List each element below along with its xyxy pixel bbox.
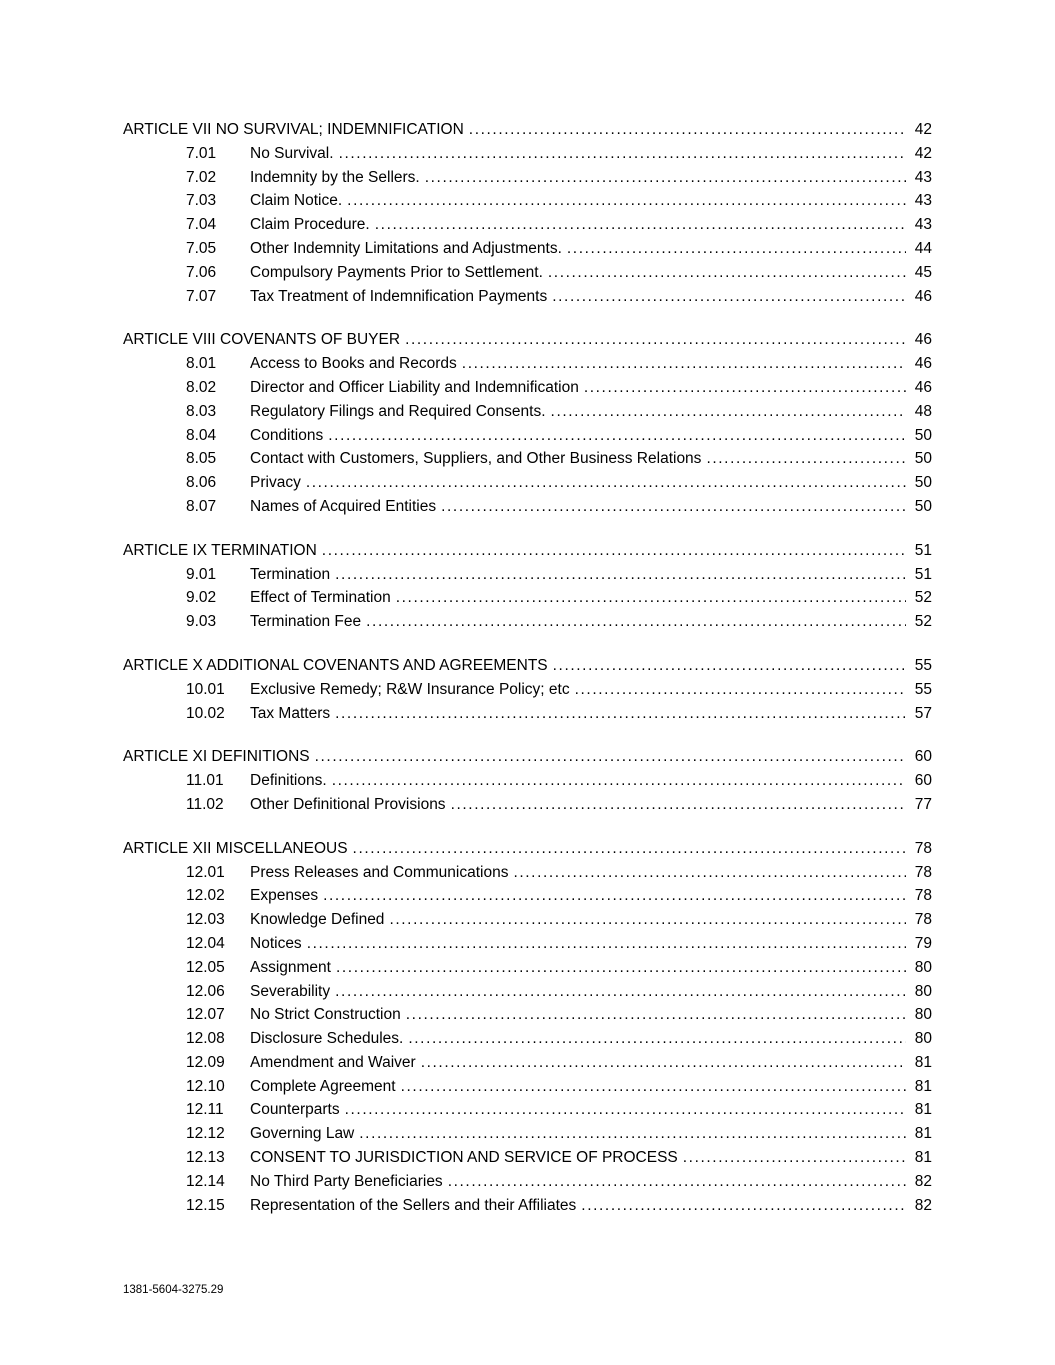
- page-number: 60: [914, 772, 932, 790]
- section-title: Other Definitional Provisions: [250, 795, 446, 813]
- toc-article-row: [123, 745, 932, 769]
- section-number: 12.02: [186, 887, 225, 905]
- section-number: 12.11: [186, 1101, 224, 1119]
- page-number: 51: [914, 565, 932, 583]
- page-number: 48: [914, 402, 932, 420]
- dot-leader: [551, 400, 906, 424]
- page-number: 42: [914, 144, 932, 162]
- section-number: 9.03: [186, 613, 217, 631]
- toc-section-row: [123, 400, 932, 424]
- toc-section-row: [123, 261, 932, 285]
- section-number: 8.05: [186, 450, 217, 468]
- page-number: 50: [914, 426, 932, 444]
- page-number: 81: [914, 1077, 932, 1095]
- section-title: Press Releases and Communications: [250, 863, 509, 881]
- dot-leader: [353, 837, 906, 861]
- toc-section-row: [123, 189, 932, 213]
- section-number: 12.03: [186, 911, 225, 929]
- toc-section-row: [123, 1075, 932, 1099]
- toc-section-row: [123, 793, 932, 817]
- section-number: 7.02: [186, 168, 217, 186]
- section-title: Definitions.: [250, 772, 327, 790]
- page-number: 51: [914, 541, 932, 559]
- dot-leader: [401, 1075, 906, 1099]
- table-of-contents: [123, 118, 932, 1217]
- dot-leader: [469, 118, 906, 142]
- page-number: 50: [914, 474, 932, 492]
- toc-section-row: [123, 1122, 932, 1146]
- dot-leader: [408, 1027, 906, 1051]
- page-number: 46: [914, 355, 932, 373]
- section-title: Notices: [250, 934, 302, 952]
- dot-leader: [323, 884, 906, 908]
- dot-leader: [335, 702, 906, 726]
- footer-doc-number: 1381-5604-3275.29: [123, 1284, 224, 1296]
- toc-section-row: [123, 702, 932, 726]
- section-title: Tax Matters: [250, 704, 331, 722]
- section-title: Other Indemnity Limitations and Adjustments.: [250, 239, 562, 257]
- dot-leader: [405, 328, 906, 352]
- toc-section-row: [123, 237, 932, 261]
- page-number: 82: [914, 1172, 932, 1190]
- section-title: Tax Treatment of Indemnification Payments: [250, 287, 548, 305]
- section-title: Assignment: [250, 958, 331, 976]
- section-number: 12.09: [186, 1053, 225, 1071]
- section-number: 12.12: [186, 1125, 225, 1143]
- section-title: Expenses: [250, 887, 319, 905]
- section-title: Counterparts: [250, 1101, 340, 1119]
- page-number: 81: [914, 1053, 932, 1071]
- section-title: Contact with Customers, Suppliers, and Other Business Relations: [250, 450, 702, 468]
- section-number: 12.05: [186, 958, 225, 976]
- section-number: 12.07: [186, 1006, 225, 1024]
- page-number: 43: [914, 168, 932, 186]
- section-number: 7.01: [186, 144, 217, 162]
- section-number: 12.14: [186, 1172, 225, 1190]
- page-number: 78: [914, 863, 932, 881]
- section-title: Claim Procedure.: [250, 216, 370, 234]
- section-title: No Third Party Beneficiaries: [250, 1172, 443, 1190]
- dot-leader: [389, 908, 906, 932]
- section-number: 8.06: [186, 474, 217, 492]
- section-title: Compulsory Payments Prior to Settlement.: [250, 263, 543, 281]
- section-number: 12.08: [186, 1030, 225, 1048]
- dot-leader: [359, 1122, 906, 1146]
- dot-leader: [441, 495, 906, 519]
- page-number: 45: [914, 263, 932, 281]
- section-title: CONSENT TO JURISDICTION AND SERVICE OF PROCESS: [250, 1149, 678, 1167]
- dot-leader: [421, 1051, 906, 1075]
- page-number: 46: [914, 287, 932, 305]
- dot-leader: [335, 563, 906, 587]
- toc-section-row: [123, 1098, 932, 1122]
- section-title: Regulatory Filings and Required Consents.: [250, 402, 546, 420]
- toc-section-row: [123, 471, 932, 495]
- toc-article-row: [123, 118, 932, 142]
- dot-leader: [345, 1098, 906, 1122]
- page-number: 81: [914, 1125, 932, 1143]
- toc-section-row: [123, 678, 932, 702]
- dot-leader: [581, 1194, 906, 1218]
- toc-section-row: [123, 1051, 932, 1075]
- article-title: ARTICLE XII MISCELLANEOUS: [123, 839, 348, 857]
- section-number: 7.05: [186, 239, 217, 257]
- section-number: 7.04: [186, 216, 217, 234]
- dot-leader: [706, 447, 906, 471]
- toc-article-row: [123, 654, 932, 678]
- section-number: 8.04: [186, 426, 217, 444]
- dot-leader: [335, 980, 906, 1004]
- toc-section-row: [123, 980, 932, 1004]
- section-title: Termination Fee: [250, 613, 362, 631]
- toc-section-row: [123, 142, 932, 166]
- dot-leader: [425, 166, 906, 190]
- dot-leader: [315, 745, 906, 769]
- dot-leader: [451, 793, 906, 817]
- section-title: Director and Officer Liability and Indemnification: [250, 378, 579, 396]
- section-number: 12.01: [186, 863, 225, 881]
- section-title: Knowledge Defined: [250, 911, 385, 929]
- section-number: 9.01: [186, 565, 217, 583]
- page-number: 44: [914, 239, 932, 257]
- section-number: 12.13: [186, 1149, 225, 1167]
- page-number: 46: [914, 331, 932, 349]
- section-title: Claim Notice.: [250, 192, 343, 210]
- section-title: Conditions: [250, 426, 324, 444]
- page-number: 80: [914, 958, 932, 976]
- dot-leader: [328, 424, 906, 448]
- dot-leader: [336, 956, 906, 980]
- section-number: 12.06: [186, 982, 225, 1000]
- section-title: Indemnity by the Sellers.: [250, 168, 420, 186]
- section-title: Amendment and Waiver: [250, 1053, 416, 1071]
- article-title: ARTICLE IX TERMINATION: [123, 541, 317, 559]
- section-number: 7.06: [186, 263, 217, 281]
- toc-section-row: [123, 213, 932, 237]
- section-title: Representation of the Sellers and their Affiliates: [250, 1196, 577, 1214]
- dot-leader: [683, 1146, 906, 1170]
- article-title: ARTICLE VIII COVENANTS OF BUYER: [123, 331, 401, 349]
- section-title: Complete Agreement: [250, 1077, 396, 1095]
- toc-section-row: [123, 1146, 932, 1170]
- page-number: 81: [914, 1149, 932, 1167]
- page-number: 80: [914, 1030, 932, 1048]
- page-number: 80: [914, 982, 932, 1000]
- toc-section-row: [123, 1003, 932, 1027]
- dot-leader: [366, 610, 906, 634]
- toc-section-row: [123, 908, 932, 932]
- section-number: 12.04: [186, 934, 225, 952]
- section-number: 8.03: [186, 402, 217, 420]
- section-title: Effect of Termination: [250, 589, 391, 607]
- toc-section-row: [123, 769, 932, 793]
- dot-leader: [513, 861, 906, 885]
- section-number: 11.02: [186, 795, 224, 813]
- toc-section-row: [123, 884, 932, 908]
- article-title: ARTICLE X ADDITIONAL COVENANTS AND AGREEMENTS: [123, 656, 548, 674]
- page-number: 55: [914, 656, 932, 674]
- section-title: Termination: [250, 565, 331, 583]
- section-number: 10.01: [186, 680, 225, 698]
- page-number: 52: [914, 613, 932, 631]
- toc-section-row: [123, 1170, 932, 1194]
- page-number: 43: [914, 192, 932, 210]
- section-number: 12.10: [186, 1077, 225, 1095]
- page-number: 55: [914, 680, 932, 698]
- section-title: No Survival.: [250, 144, 334, 162]
- page-number: 78: [914, 839, 932, 857]
- page-number: 79: [914, 934, 932, 952]
- toc-section-row: [123, 610, 932, 634]
- section-title: Exclusive Remedy; R&W Insurance Policy; etc: [250, 680, 570, 698]
- dot-leader: [375, 213, 906, 237]
- toc-section-row: [123, 424, 932, 448]
- section-number: 10.02: [186, 704, 225, 722]
- toc-section-row: [123, 285, 932, 309]
- page-number: 46: [914, 378, 932, 396]
- page-number: 81: [914, 1101, 932, 1119]
- toc-article-row: [123, 328, 932, 352]
- toc-section-row: [123, 932, 932, 956]
- page-number: 50: [914, 497, 932, 515]
- page-number: 60: [914, 748, 932, 766]
- page-number: 57: [914, 704, 932, 722]
- page-number: 43: [914, 216, 932, 234]
- section-title: No Strict Construction: [250, 1006, 401, 1024]
- section-title: Access to Books and Records: [250, 355, 457, 373]
- section-number: 8.01: [186, 355, 217, 373]
- page-number: 80: [914, 1006, 932, 1024]
- section-title: Disclosure Schedules.: [250, 1030, 404, 1048]
- dot-leader: [322, 539, 906, 563]
- toc-article-row: [123, 837, 932, 861]
- dot-leader: [584, 376, 906, 400]
- dot-leader: [347, 189, 906, 213]
- toc-section-row: [123, 376, 932, 400]
- dot-leader: [548, 261, 906, 285]
- section-number: 7.07: [186, 287, 217, 305]
- page-number: 82: [914, 1196, 932, 1214]
- page-number: 78: [914, 887, 932, 905]
- article-title: ARTICLE XI DEFINITIONS: [123, 748, 310, 766]
- section-number: 8.07: [186, 497, 217, 515]
- toc-section-row: [123, 956, 932, 980]
- dot-leader: [306, 471, 906, 495]
- section-title: Severability: [250, 982, 331, 1000]
- dot-leader: [396, 586, 906, 610]
- dot-leader: [448, 1170, 906, 1194]
- toc-section-row: [123, 447, 932, 471]
- section-title: Names of Acquired Entities: [250, 497, 437, 515]
- section-title: Privacy: [250, 474, 301, 492]
- toc-section-row: [123, 352, 932, 376]
- dot-leader: [339, 142, 906, 166]
- page-number: 52: [914, 589, 932, 607]
- section-number: 11.01: [186, 772, 224, 790]
- dot-leader: [552, 285, 906, 309]
- page-number: 42: [914, 121, 932, 138]
- dot-leader: [462, 352, 906, 376]
- page-number: 50: [914, 450, 932, 468]
- toc-article-row: [123, 539, 932, 563]
- dot-leader: [553, 654, 906, 678]
- toc-section-row: [123, 495, 932, 519]
- toc-section-row: [123, 1194, 932, 1218]
- toc-section-row: [123, 586, 932, 610]
- article-title: ARTICLE VII NO SURVIVAL; INDEMNIFICATION: [123, 121, 464, 138]
- section-number: 8.02: [186, 378, 217, 396]
- toc-section-row: [123, 861, 932, 885]
- section-title: Governing Law: [250, 1125, 355, 1143]
- toc-section-row: [123, 563, 932, 587]
- dot-leader: [332, 769, 906, 793]
- section-number: 7.03: [186, 192, 217, 210]
- dot-leader: [406, 1003, 906, 1027]
- dot-leader: [567, 237, 906, 261]
- dot-leader: [575, 678, 906, 702]
- dot-leader: [307, 932, 906, 956]
- toc-section-row: [123, 1027, 932, 1051]
- section-number: 12.15: [186, 1196, 225, 1214]
- page-number: 77: [914, 795, 932, 813]
- section-number: 9.02: [186, 589, 217, 607]
- toc-section-row: [123, 166, 932, 190]
- page-number: 78: [914, 911, 932, 929]
